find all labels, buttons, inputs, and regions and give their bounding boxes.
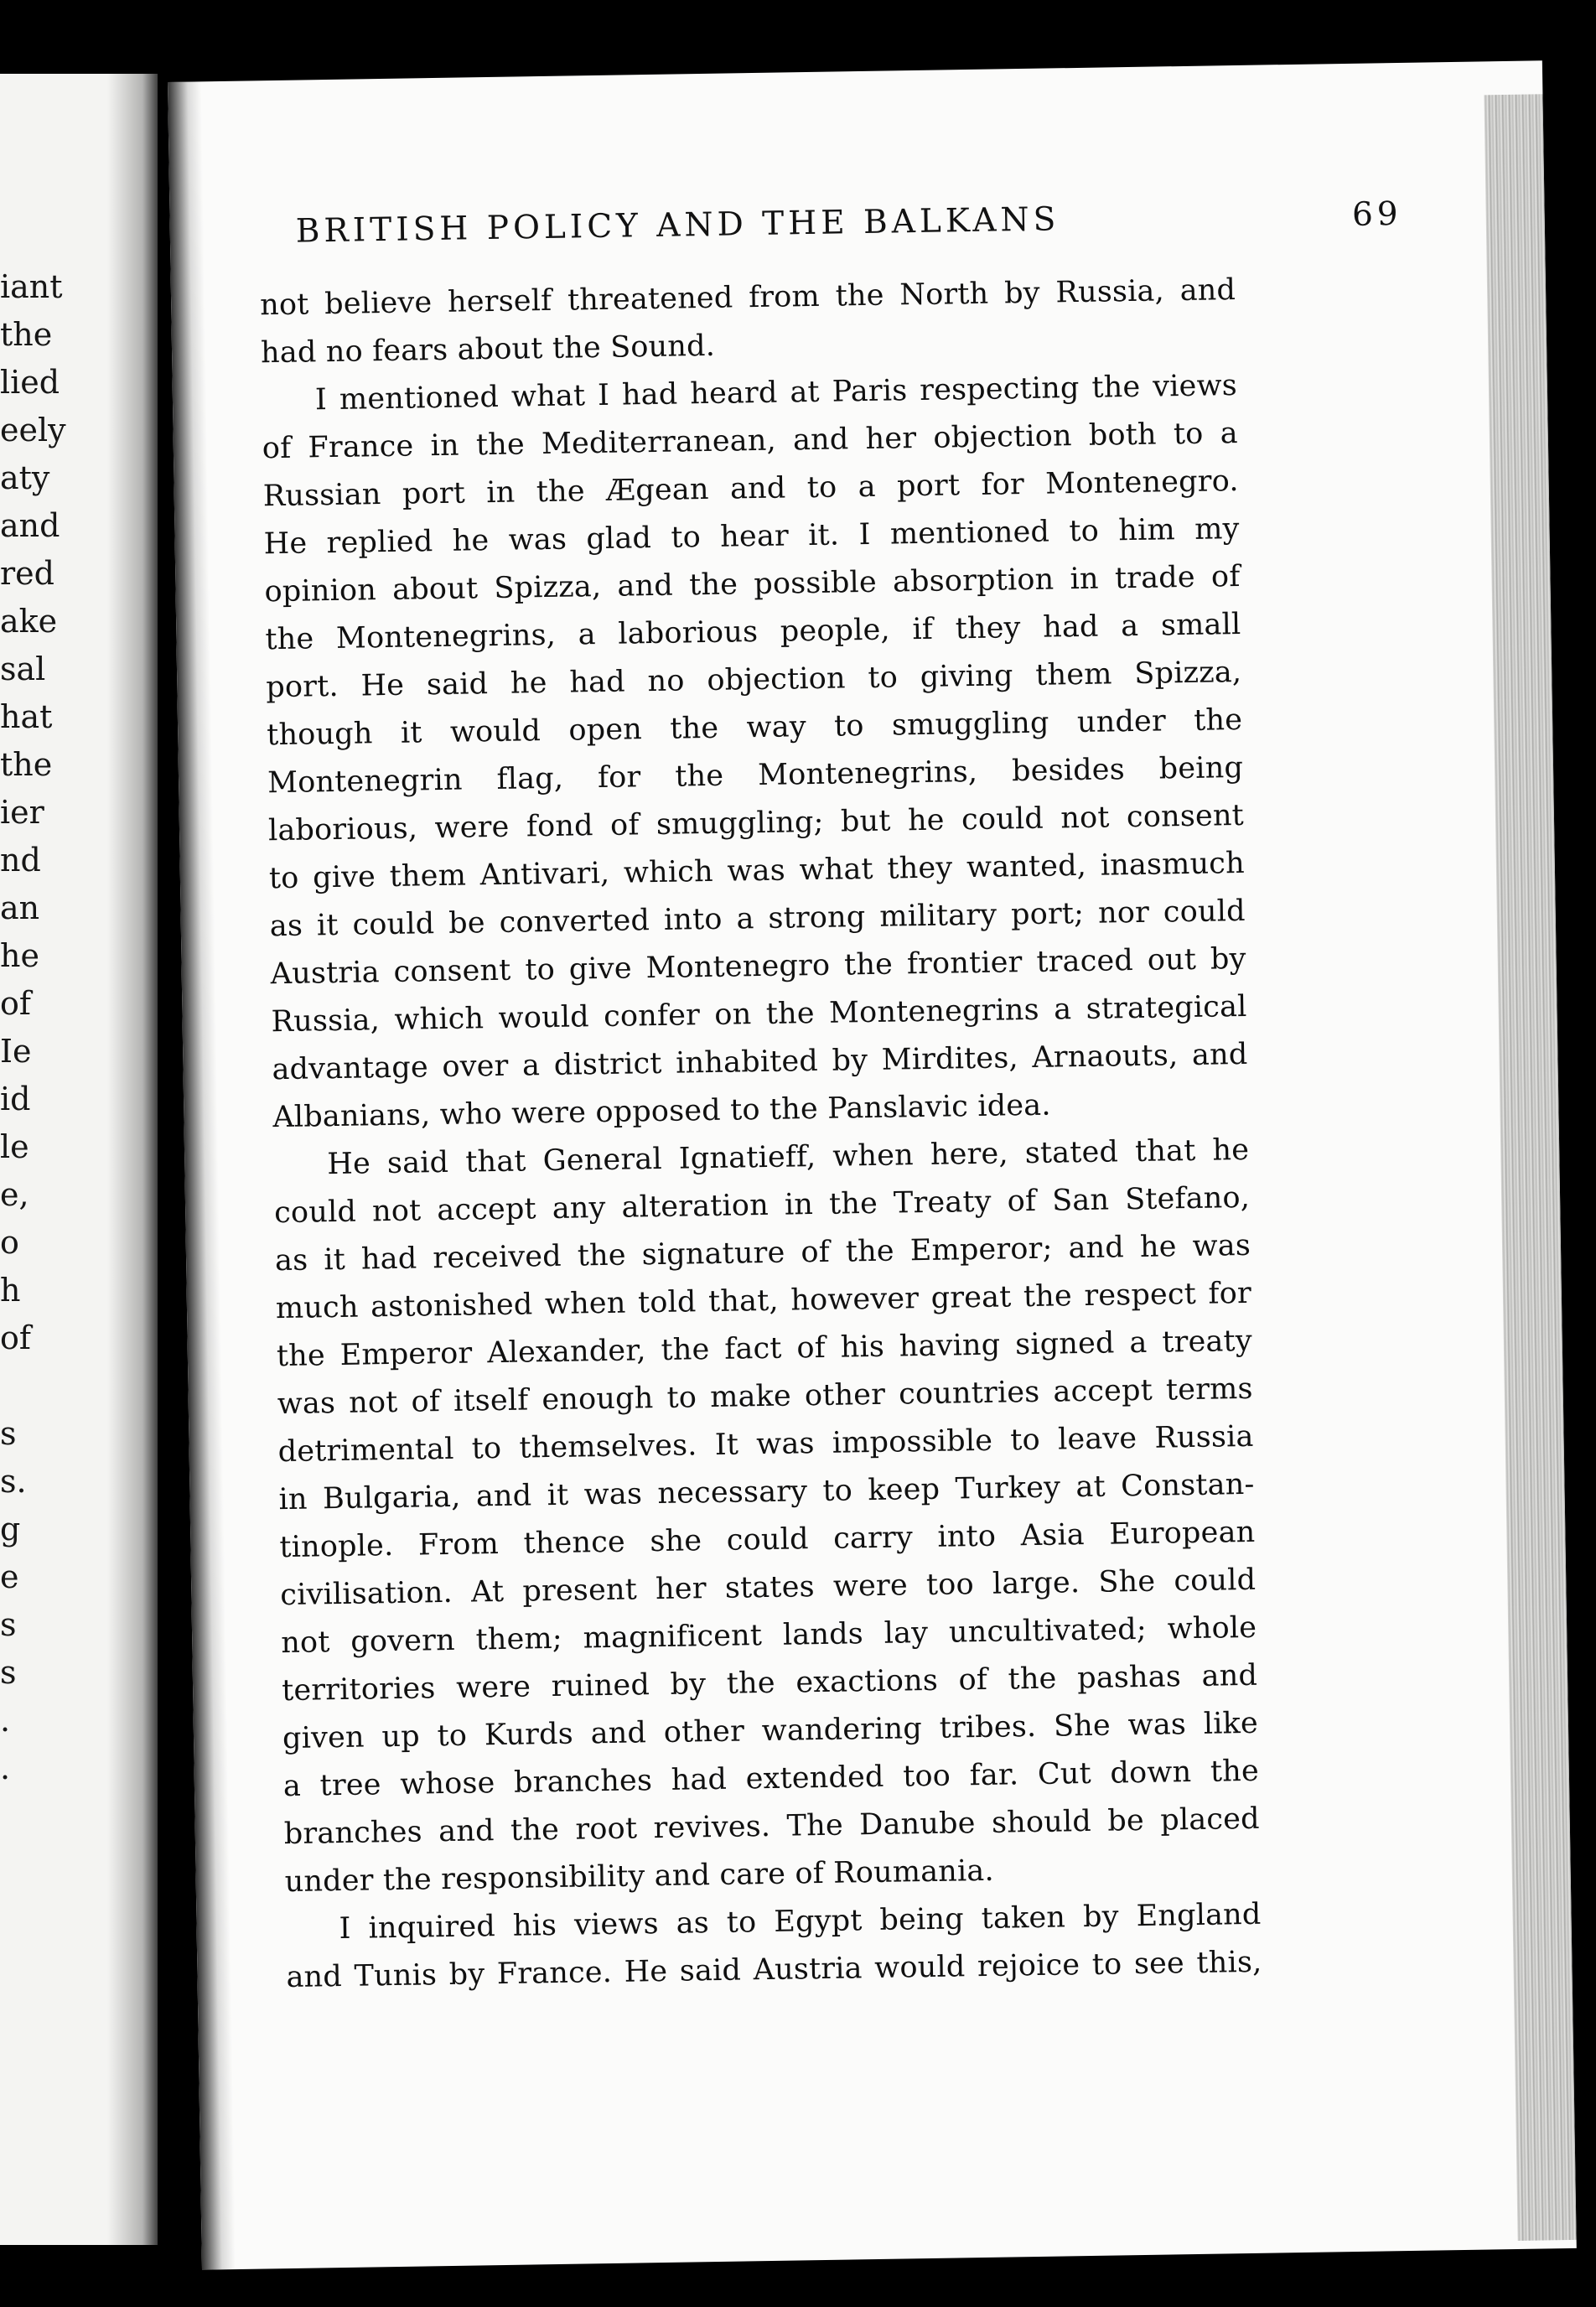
left-fragment: s bbox=[0, 1654, 17, 1691]
left-fragment: of bbox=[0, 985, 31, 1022]
text-line: of France in the Mediterranean, and her objection both to a bbox=[262, 417, 1239, 466]
text-line: territories were ruined by the exactions of the pashas and bbox=[281, 1658, 1258, 1708]
text-line: branches and the root revives. The Danube should be placed bbox=[283, 1802, 1261, 1852]
left-fragment: ake bbox=[0, 603, 58, 640]
text-line: the Montenegrins, a laborious people, if they had a small bbox=[265, 607, 1241, 657]
text-line: I inquired his views as to Egypt being taken by England bbox=[339, 1897, 1262, 1947]
left-fragment: . bbox=[0, 1750, 11, 1786]
text-line: port. He said he had no objection to giving them Spizza, bbox=[266, 655, 1242, 705]
text-line: in Bulgaria, and it was necessary to keep Turkey at Constan- bbox=[278, 1467, 1255, 1517]
left-fragment: the bbox=[0, 316, 53, 353]
left-fragment: o bbox=[0, 1224, 19, 1261]
left-fragment: eely bbox=[0, 412, 66, 448]
text-line: the Emperor Alexander, the fact of his having signed a treaty bbox=[276, 1324, 1253, 1374]
left-fragment: red bbox=[0, 555, 54, 592]
left-fragment: sal bbox=[0, 651, 46, 687]
right-page bbox=[168, 60, 1577, 2269]
left-fragment: s bbox=[0, 1606, 17, 1643]
left-fragment: nd bbox=[0, 842, 41, 879]
text-line: though it would open the way to smuggling under the bbox=[266, 702, 1243, 753]
text-line: as it had received the signature of the Emperor; and he was bbox=[274, 1228, 1251, 1278]
left-fragment: s. bbox=[0, 1463, 27, 1500]
left-fragment: le bbox=[0, 1128, 29, 1165]
left-fragment: e bbox=[0, 1558, 19, 1595]
text-line: was not of itself enough to make other countries accept terms bbox=[277, 1371, 1253, 1422]
text-line: Austria consent to give Montenegro the frontier traced out by bbox=[270, 941, 1246, 992]
text-line: advantage over a district inhabited by Mirdites, Arnaouts, and bbox=[272, 1037, 1248, 1087]
left-fragment: s bbox=[0, 1415, 17, 1452]
left-fragment: lied bbox=[0, 364, 60, 401]
text-line: Russian port in the Ægean and to a port for Montenegro. bbox=[262, 464, 1239, 514]
left-fragment: an bbox=[0, 889, 40, 926]
left-fragment: e, bbox=[0, 1176, 29, 1213]
left-fragment: aty bbox=[0, 459, 50, 496]
text-line: He replied he was glad to hear it. I mentioned to him my bbox=[263, 511, 1240, 562]
gutter-shadow-left bbox=[107, 74, 158, 2245]
left-fragment: hat bbox=[0, 698, 53, 735]
page-edges bbox=[1484, 94, 1576, 2241]
left-fragment: he bbox=[0, 937, 39, 974]
running-head-title: BRITISH POLICY AND THE BALKANS bbox=[295, 200, 1060, 251]
text-line: opinion about Spizza, and the possible absorption in trade of bbox=[264, 559, 1241, 609]
page-number: 69 bbox=[1351, 194, 1403, 234]
left-fragment: ier bbox=[0, 794, 44, 831]
text-line: Montenegrin flag, for the Montenegrins, besides being bbox=[267, 750, 1244, 801]
text-line: could not accept any alteration in the Treaty of San Stefano, bbox=[273, 1180, 1251, 1231]
left-fragment: Ie bbox=[0, 1033, 32, 1070]
text-line: not govern them; magnificent lands lay uncultivated; whole bbox=[280, 1610, 1257, 1661]
text-line: as it could be converted into a strong military port; nor could bbox=[269, 894, 1246, 944]
left-fragment: h bbox=[0, 1272, 21, 1309]
left-fragment: iant bbox=[0, 268, 63, 305]
text-line: given up to Kurds and other wandering tribes. She was like bbox=[282, 1706, 1259, 1756]
text-line: civilisation. At present her states were too large. She could bbox=[280, 1563, 1257, 1613]
left-page bbox=[0, 74, 158, 2245]
text-line: a tree whose branches had extended too far. Cut down the bbox=[282, 1754, 1260, 1804]
text-line: laborious, were fond of smuggling; but he could not consent bbox=[267, 798, 1245, 848]
left-fragment: . bbox=[0, 1702, 11, 1739]
text-line: had no fears about the Sound. bbox=[260, 329, 716, 371]
left-fragment: the bbox=[0, 746, 53, 783]
body-text bbox=[260, 267, 1262, 2002]
text-line: much astonished when told that, however great the respect for bbox=[275, 1276, 1252, 1326]
left-fragment: g bbox=[0, 1511, 21, 1548]
left-fragment: of bbox=[0, 1319, 31, 1356]
text-line: under the responsibility and care of Roumania. bbox=[284, 1853, 995, 1900]
text-line: He said that General Ignatieff, when here, stated that he bbox=[326, 1133, 1250, 1182]
running-head bbox=[295, 195, 1402, 251]
text-line: tinople. From thence she could carry into Asia European bbox=[279, 1515, 1256, 1565]
text-line: Albanians, who were opposed to the Panslavic idea. bbox=[272, 1088, 1051, 1135]
text-line: and Tunis by France. He said Austria would rejoice to see this, bbox=[286, 1945, 1262, 1995]
left-fragment: and bbox=[0, 507, 60, 544]
text-line: to give them Antivari, which was what they wanted, inasmuch bbox=[268, 846, 1246, 896]
gutter-shadow bbox=[168, 81, 236, 2269]
text-line: Russia, which would confer on the Montenegrins a strategical bbox=[271, 989, 1247, 1039]
text-line: not believe herself threatened from the North by Russia, and bbox=[259, 273, 1236, 323]
left-fragment: id bbox=[0, 1081, 31, 1117]
text-line: detrimental to themselves. It was impossible to leave Russia bbox=[277, 1419, 1254, 1470]
text-line: I mentioned what I had heard at Paris respecting the views bbox=[314, 369, 1238, 417]
